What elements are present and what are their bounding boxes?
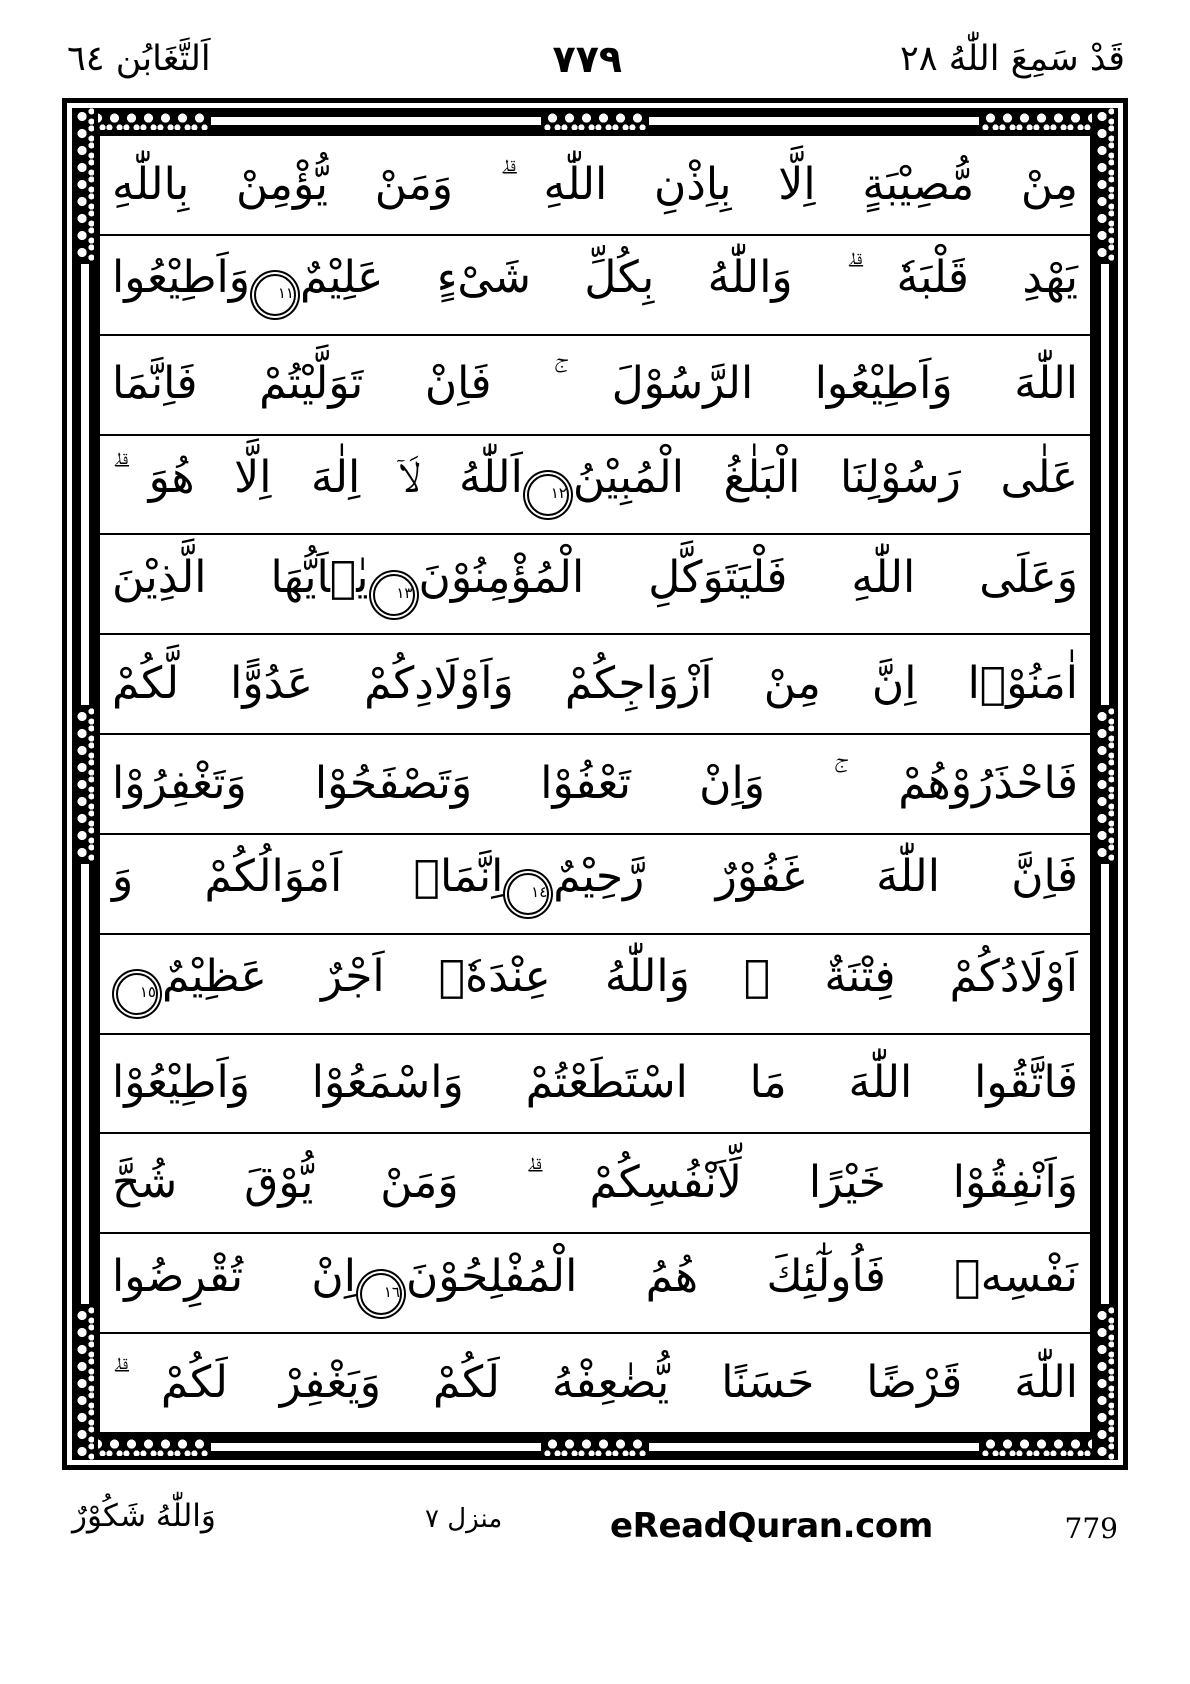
ayah-text xyxy=(112,253,1078,316)
footer-arabic-note: وَاللّٰهُ شَكُوْرٌ xyxy=(72,1498,216,1534)
ayah-text-segment: فَاتَّقُوا اللّٰهَ مَا اسْتَطَعْتُمْ وَاسْمَعُوْا وَاَطِيْعُوْا xyxy=(112,1057,1078,1109)
footer-page-number: 779 xyxy=(1064,1512,1118,1545)
scrollwork-run xyxy=(544,1437,646,1457)
ayah-text xyxy=(112,160,1078,211)
header-page-number: ٧٧٩ xyxy=(552,37,623,81)
ayah-line xyxy=(100,635,1090,735)
ayah-text xyxy=(112,659,1078,710)
border-ornament-right xyxy=(1092,108,1118,1460)
ayah-text-segment: نَفْسِهٖ فَاُولٰٓئِكَ هُمُ الْمُفْلِحُوْنَ xyxy=(405,1250,1078,1302)
scrollwork-run xyxy=(544,111,646,131)
ayah-text xyxy=(112,1158,1078,1209)
ayah-line xyxy=(100,1134,1090,1234)
header-surah-label: اَلتَّغَابُن ٦٤ xyxy=(67,38,211,79)
ayah-line xyxy=(100,735,1090,835)
ayah-text-segment: اِنَّمَاۤ اَمْوَالُكُمْ وَ xyxy=(112,851,504,903)
footer-brand-label: eReadQuran.com xyxy=(610,1506,933,1546)
scrollwork-run xyxy=(1095,708,1115,861)
ayah-text-segment: اللّٰهَ قَرْضًا حَسَنًا يُّضٰعِفْهُ لَكُمْ وَيَغْفِرْ لَكُمْ ۗ xyxy=(112,1356,1078,1408)
ayah-text-segment: وَعَلَى اللّٰهِ فَلْيَتَوَكَّلِ الْمُؤْمِنُوْنَ xyxy=(418,551,1078,603)
ayah-line xyxy=(100,436,1090,536)
ayah-text xyxy=(112,1252,1078,1315)
ayah-text-segment: اَللّٰهُ لَاۤ اِلٰهَ اِلَّا هُوَ ۗ xyxy=(112,451,523,503)
ayah-line xyxy=(100,1035,1090,1135)
scrollwork-run xyxy=(75,1307,95,1460)
scrollwork-run xyxy=(1095,1307,1115,1460)
ayah-line xyxy=(100,236,1090,336)
ayah-text-segment: اٰمَنُوْۤا اِنَّ مِنْ اَزْوَاجِكُمْ وَاَوْلَادِكُمْ عَدُوًّا لَّكُمْ xyxy=(112,657,1078,709)
ayah-line xyxy=(100,835,1090,935)
ayah-text-segment: وَاَنْفِقُوْا خَيْرًا لِّاَنْفُسِكُمْ ۗ وَمَنْ يُّوْقَ شُحَّ xyxy=(112,1157,1078,1209)
border-ornament-bottom xyxy=(72,1434,1118,1460)
ayah-line xyxy=(100,336,1090,436)
ayah-text-segment: يٰۤاَيُّهَا الَّذِيْنَ xyxy=(112,551,369,603)
ayah-number-marker: ١٤ xyxy=(507,873,549,915)
quran-text-panel xyxy=(98,134,1092,1434)
ayah-number-marker: ١٣ xyxy=(373,574,415,616)
ayah-line xyxy=(100,1334,1090,1432)
page-header xyxy=(55,28,1135,90)
header-juz-label: قَدْ سَمِعَ اللّٰهُ ٢٨ xyxy=(899,38,1125,79)
ayah-text-segment: فَاحْذَرُوْهُمْ ۚ وَاِنْ تَعْفُوْا وَتَصْفَحُوْا وَتَغْفِرُوْا xyxy=(112,757,1078,809)
ayah-text xyxy=(112,1358,1078,1409)
ayah-text xyxy=(112,1058,1078,1109)
ayah-number-marker: ١٦ xyxy=(360,1273,402,1315)
border-ornament-left xyxy=(72,108,98,1460)
ayah-number-marker: ١٢ xyxy=(527,474,569,516)
ayah-text xyxy=(112,852,1078,915)
ayah-text-segment: مِنْ مُّصِيْبَةٍ اِلَّا بِاِذْنِ اللّٰهِ ۗ وَمَنْ يُّؤْمِنْ بِاللّٰهِ xyxy=(112,158,1078,210)
border-ornament-top xyxy=(72,108,1118,134)
ayah-text xyxy=(112,952,1078,1015)
scrollwork-run xyxy=(1095,108,1115,261)
ayah-text-segment: اَوْلَادُكُمْ فِتْنَةٌ ۗ وَاللّٰهُ عِنْدَهٗۤ اَجْرٌ عَظِيْمٌ xyxy=(162,951,1078,1003)
ayah-text-segment: فَاِنَّ اللّٰهَ غَفُوْرٌ رَّحِيْمٌ xyxy=(553,851,1078,903)
ayah-line xyxy=(100,1234,1090,1334)
ayah-number-marker: ١١ xyxy=(254,274,296,316)
ayah-line xyxy=(100,136,1090,236)
ayah-text xyxy=(112,553,1078,616)
ayah-text xyxy=(112,759,1078,810)
ayah-text-segment: عَلٰى رَسُوْلِنَا الْبَلٰغُ الْمُبِيْنُ xyxy=(572,451,1078,503)
page-footer xyxy=(62,1492,1128,1582)
ornamental-frame xyxy=(62,98,1128,1470)
ayah-text-segment: يَهْدِ قَلْبَهٗ ۗ وَاللّٰهُ بِكُلِّ شَىْءٍ عَلِيْمٌ xyxy=(299,252,1078,304)
footer-manzil-label: منزل ٧ xyxy=(425,1504,503,1534)
ayah-line xyxy=(100,535,1090,635)
ayah-text xyxy=(112,453,1078,516)
ayah-text-segment: اِنْ تُقْرِضُوا xyxy=(112,1250,356,1302)
ayah-number-marker: ١٥ xyxy=(116,973,158,1015)
scrollwork-run xyxy=(75,108,95,261)
ayah-text-segment: وَاَطِيْعُوا xyxy=(112,252,250,304)
ayah-text-segment: اللّٰهَ وَاَطِيْعُوا الرَّسُوْلَ ۚ فَاِنْ تَوَلَّيْتُمْ فَاِنَّمَا xyxy=(112,358,1078,410)
ayah-text xyxy=(112,359,1078,410)
ayah-line xyxy=(100,935,1090,1035)
scrollwork-run xyxy=(75,708,95,861)
